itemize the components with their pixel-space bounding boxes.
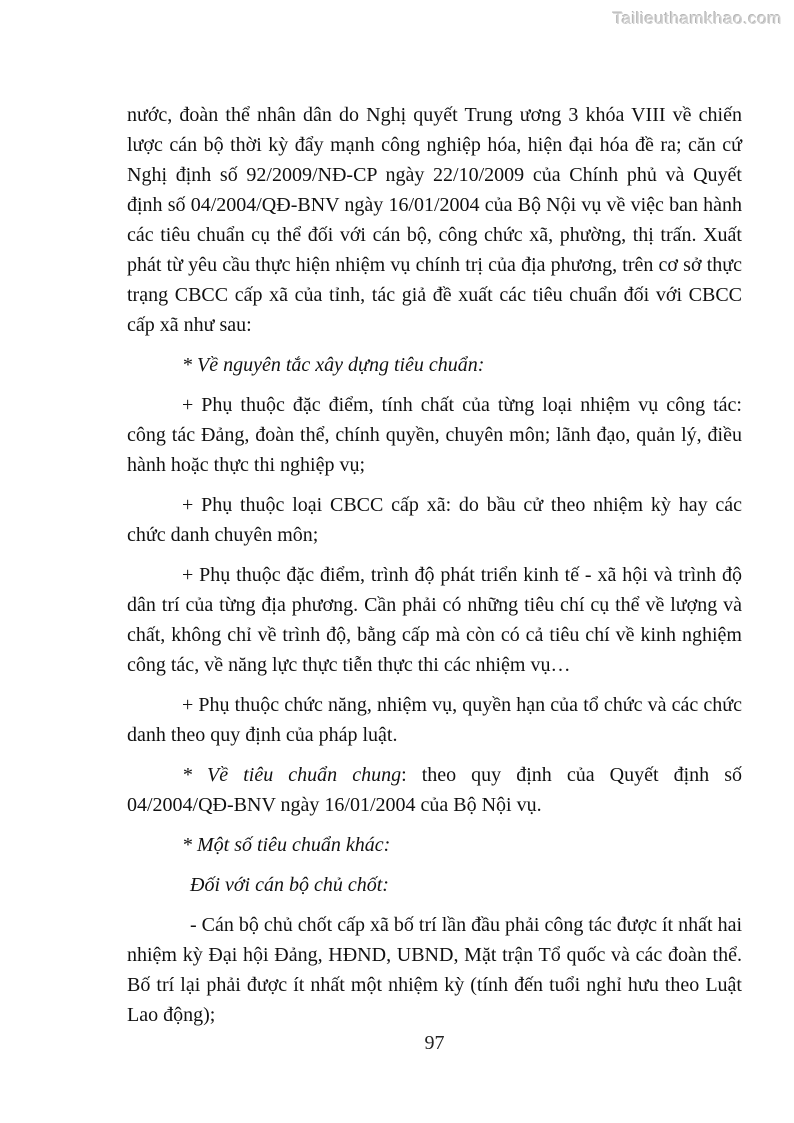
page-content: [127, 100, 742, 1040]
paragraph-plus-1: + Phụ thuộc đặc điểm, tính chất của từng loại nhiệm vụ công tác: công tác Đảng, đoàn thể, chính quyền, chuyên môn; lãnh đạo, quản lý, điều hành hoặc thực thi nghiệp vụ;: [127, 394, 742, 476]
paragraph-plus-4: + Phụ thuộc chức năng, nhiệm vụ, quyền hạn của tổ chức và các chức danh theo quy định của pháp luật.: [127, 694, 742, 746]
page-number: 97: [424, 1032, 445, 1054]
heading-tieu-chuan-khac: * Một số tiêu chuẩn khác:: [182, 834, 391, 856]
watermark-text: Tailieuthamkhao.com: [612, 9, 782, 28]
paragraph-rest: : theo quy định của Quyết định số 04/2004/QĐ-BNV ngày 16/01/2004 của Bộ Nội vụ.: [127, 764, 742, 816]
paragraph-lead-italic: * Về tiêu chuẩn chung: [182, 764, 402, 786]
heading-nguyen-tac: * Về nguyên tắc xây dựng tiêu chuẩn:: [182, 354, 485, 376]
paragraph-intro: nước, đoàn thể nhân dân do Nghị quyết Trung ương 3 khóa VIII về chiến lược cán bộ thời kỳ đẩy mạnh công nghiệp hóa, hiện đại hóa đề ra; căn cứ Nghị định số 92/2009/NĐ-CP ngày 22/10/2009 của Chính phủ và Quyết định số 04/2004/QĐ-BNV ngày 16/01/2004 của Bộ Nội vụ về việc ban hành các tiêu chuẩn cụ thể đối với cán bộ, công chức xã, phường, thị trấn. Xuất phát từ yêu cầu thực hiện nhiệm vụ chính trị của địa phương, trên cơ sở thực trạng CBCC cấp xã của tỉnh, tác giả đề xuất các tiêu chuẩn đối với CBCC cấp xã như sau:: [127, 104, 742, 336]
paragraph-plus-3: + Phụ thuộc đặc điểm, trình độ phát triển kinh tế - xã hội và trình độ dân trí của từng địa phương. Cần phải có những tiêu chí cụ thể về lượng và chất, không chỉ về trình độ, bằng cấp mà còn có cả tiêu chí về kinh nghiệm công tác, về năng lực thực tiễn thực thi các nhiệm vụ…: [127, 564, 742, 676]
paragraph-tieu-chuan-chung: [127, 760, 742, 820]
paragraph-dash-1: - Cán bộ chủ chốt cấp xã bố trí lần đầu phải công tác được ít nhất hai nhiệm kỳ Đại hội Đảng, HĐND, UBND, Mặt trận Tổ quốc và các đoàn thể. Bố trí lại phải được ít nhất một nhiệm kỳ (tính đến tuổi nghỉ hưu theo Luật Lao động);: [127, 914, 742, 1026]
paragraph-plus-2: + Phụ thuộc loại CBCC cấp xã: do bầu cử theo nhiệm kỳ hay các chức danh chuyên môn;: [127, 494, 742, 546]
heading-can-bo-chu-chot: Đối với cán bộ chủ chốt:: [190, 874, 389, 896]
